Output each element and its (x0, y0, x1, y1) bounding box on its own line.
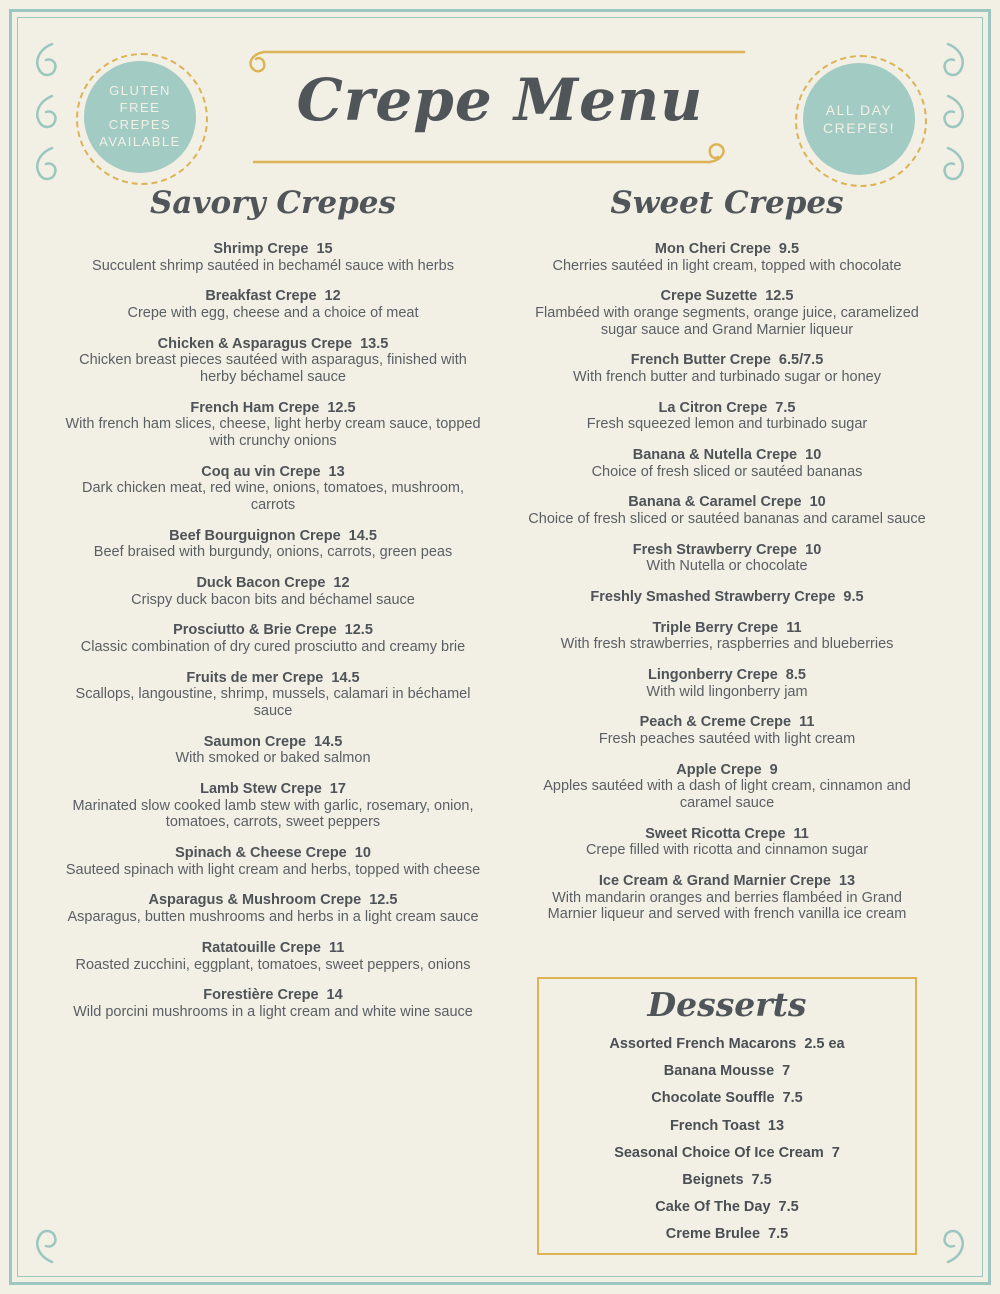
item-name: Prosciutto & Brie Crepe 12.5 (173, 622, 373, 639)
sweet-section (527, 185, 927, 937)
menu-item (62, 400, 484, 450)
item-description: Choice of fresh sliced or sautéed bananas and caramel sauce (528, 511, 926, 528)
item-description: Beef braised with burgundy, onions, carrots, green peas (93, 544, 453, 561)
dessert-item: French Toast 13 (669, 1117, 785, 1134)
desserts-section (537, 977, 917, 1255)
menu-item (527, 714, 927, 747)
dessert-item: Cake Of The Day 7.5 (655, 1199, 799, 1216)
item-price: 14.5 (348, 527, 377, 544)
savory-section (62, 185, 484, 1035)
item-name: Banana & Caramel Crepe 10 (628, 494, 826, 511)
item-price: 12.5 (765, 288, 794, 305)
menu-item (62, 241, 484, 274)
item-description: With fresh strawberries, raspberries and blueberries (560, 636, 894, 653)
item-name: Breakfast Crepe 12 (205, 288, 341, 305)
menu-item (62, 528, 484, 561)
item-price: 7 (831, 1144, 840, 1161)
item-price: 7 (782, 1063, 791, 1080)
item-price: 11 (793, 825, 809, 842)
item-description: Chicken breast pieces sautéed with asparagus, finished with herby béchamel sauce (79, 352, 467, 386)
item-name: Saumon Crepe 14.5 (203, 733, 343, 750)
item-price: 7.5 (768, 1226, 789, 1243)
item-price: 14.5 (314, 733, 343, 750)
menu-item (527, 288, 927, 338)
item-description: Cherries sautéed in light cream, topped with chocolate (552, 257, 902, 274)
item-name: Forestière Crepe 14 (203, 987, 343, 1004)
item-description: Asparagus, butten mushrooms and herbs in a light cream sauce (67, 909, 479, 926)
item-name: Mon Cheri Crepe 9.5 (654, 241, 800, 257)
item-name: Apple Crepe 9 (676, 761, 778, 778)
item-price: 6.5/7.5 (778, 352, 824, 369)
item-description: Choice of fresh sliced or sautéed bananas (591, 463, 863, 480)
item-price: 14.5 (331, 669, 360, 686)
menu-item (62, 336, 484, 386)
item-price: 12 (324, 288, 341, 305)
item-name: French Butter Crepe 6.5/7.5 (630, 352, 824, 369)
item-name: Fruits de mer Crepe 14.5 (186, 669, 360, 686)
badge-line: CREPES (108, 117, 172, 132)
dessert-item: Chocolate Souffle 7.5 (651, 1090, 803, 1107)
item-description: Crepe with egg, cheese and a choice of meat (127, 305, 419, 322)
corner-swirl-icon (934, 1210, 974, 1266)
item-price: 12.5 (344, 622, 373, 639)
item-price: 11 (786, 619, 802, 636)
item-price: 9 (769, 761, 778, 778)
dessert-item: Beignets 7.5 (682, 1171, 772, 1188)
item-description: Crispy duck bacon bits and béchamel sauce (131, 591, 415, 608)
item-name: Spinach & Cheese Crepe 10 (175, 845, 371, 862)
title-rule-bottom (252, 142, 742, 176)
item-price: 13 (767, 1117, 785, 1134)
item-name: Sweet Ricotta Crepe 11 (645, 825, 809, 842)
item-name: Beef Bourguignon Crepe 14.5 (169, 527, 377, 544)
menu-item (527, 589, 927, 606)
desserts-section-title: Desserts (647, 985, 807, 1024)
item-price: 10 (805, 541, 822, 558)
item-price: 9.5 (778, 241, 800, 257)
item-description: Flambéed with orange segments, orange juice, caramelized sugar sauce and Grand Marnier liqueur (535, 305, 919, 338)
item-price: 14 (326, 987, 343, 1004)
badge-line: GLUTEN (109, 83, 171, 99)
item-price: 12.5 (369, 892, 398, 909)
item-price: 2.5 ea (804, 1036, 845, 1052)
item-name: Banana & Nutella Crepe 10 (632, 447, 822, 464)
item-description: Fresh peaches sautéed with light cream (598, 731, 856, 748)
item-description: Apples sautéed with a dash of light cream, cinnamon and caramel sauce (543, 778, 911, 812)
item-price: 7.5 (782, 1090, 803, 1107)
item-price: 7.5 (778, 1199, 799, 1216)
item-name: Chicken & Asparagus Crepe 13.5 (157, 335, 389, 352)
item-price: 7.5 (751, 1171, 772, 1188)
menu-item (527, 542, 927, 575)
dessert-item: Assorted French Macarons 2.5 ea (609, 1036, 845, 1052)
item-price: 11 (799, 714, 815, 731)
menu-item (527, 241, 927, 274)
menu-item (527, 620, 927, 653)
item-name: Asparagus & Mushroom Crepe 12.5 (148, 892, 398, 909)
badge-line: AVAILABLE (99, 133, 181, 149)
menu-item (62, 734, 484, 767)
item-description: With mandarin oranges and berries flambéed in Grand Marnier liqueur and served with french vanilla ice cream (547, 889, 907, 923)
menu-item (527, 400, 927, 433)
item-description: With french butter and turbinado sugar or honey (573, 369, 881, 386)
item-price: 13 (328, 463, 345, 480)
dessert-item: Creme Brulee 7.5 (665, 1226, 789, 1243)
item-name: Coq au vin Crepe 13 (201, 463, 345, 480)
item-price: 10 (354, 845, 371, 862)
sweet-section-title: Sweet Crepes (610, 185, 844, 221)
item-description: With smoked or baked salmon (175, 750, 371, 767)
badge-line: ALL DAY (825, 101, 893, 118)
item-price: 17 (329, 781, 346, 798)
menu-item (527, 667, 927, 700)
item-name: Crepe Suzette 12.5 (660, 288, 794, 305)
menu-item (527, 826, 927, 859)
item-price: 12.5 (327, 399, 356, 416)
corner-swirl-icon (26, 1210, 66, 1266)
item-name: Peach & Creme Crepe 11 (639, 714, 815, 731)
desserts-items-list (539, 1036, 915, 1243)
menu-item (62, 781, 484, 831)
menu-item (62, 987, 484, 1020)
item-description: Fresh squeezed lemon and turbinado sugar (586, 416, 868, 433)
menu-item (62, 845, 484, 878)
badge-line: FREE (119, 100, 161, 116)
item-price: 7.5 (775, 399, 796, 416)
menu-item (527, 762, 927, 812)
gluten-free-badge (84, 61, 196, 173)
menu-item (527, 494, 927, 527)
item-name: Fresh Strawberry Crepe 10 (632, 541, 822, 558)
item-name: Shrimp Crepe 15 (213, 241, 333, 257)
menu-item (62, 622, 484, 655)
item-description: Sauteed spinach with light cream and herbs, topped with cheese (65, 861, 481, 878)
menu-item (62, 940, 484, 973)
menu-item (62, 575, 484, 608)
page-title: Crepe Menu (296, 66, 704, 134)
item-price: 9.5 (843, 589, 864, 606)
dessert-item: Seasonal Choice Of Ice Cream 7 (614, 1144, 840, 1161)
item-description: Wild porcini mushrooms in a light cream and white wine sauce (73, 1003, 473, 1020)
item-description: With wild lingonberry jam (646, 683, 808, 700)
item-name: Lingonberry Crepe 8.5 (648, 667, 806, 684)
menu-item (62, 464, 484, 514)
item-description: With french ham slices, cheese, light herby cream sauce, topped with crunchy onions (65, 416, 481, 450)
item-description: Succulent shrimp sautéed in bechamél sauce with herbs (92, 257, 454, 274)
menu-item (527, 352, 927, 385)
item-price: 8.5 (785, 667, 806, 684)
item-name: French Ham Crepe 12.5 (190, 399, 356, 416)
all-day-badge (803, 63, 915, 175)
item-price: 12 (333, 575, 350, 592)
item-name: La Citron Crepe 7.5 (658, 399, 796, 416)
item-price: 10 (805, 447, 822, 464)
item-price: 15 (316, 241, 333, 257)
menu-item (62, 670, 484, 720)
item-description: Classic combination of dry cured prosciutto and creamy brie (80, 639, 466, 656)
item-description: Roasted zucchini, eggplant, tomatoes, sweet peppers, onions (75, 956, 471, 973)
item-name: Lamb Stew Crepe 17 (200, 781, 346, 798)
item-name: Triple Berry Crepe 11 (652, 619, 802, 636)
item-description: Marinated slow cooked lamb stew with garlic, rosemary, onion, tomatoes, carrots, sweet peppers (72, 797, 474, 831)
sweet-items-list (527, 241, 927, 923)
dessert-item: Banana Mousse 7 (663, 1063, 791, 1080)
savory-items-list (62, 241, 484, 1021)
item-name: Ice Cream & Grand Marnier Crepe 13 (598, 873, 856, 890)
menu-item (527, 447, 927, 480)
item-name: Ratatouille Crepe 11 (201, 939, 345, 956)
item-price: 13.5 (360, 335, 389, 352)
menu-item (62, 288, 484, 321)
item-price: 13 (838, 873, 856, 890)
item-description: Dark chicken meat, red wine, onions, tomatoes, mushroom, carrots (82, 480, 464, 514)
item-price: 11 (328, 939, 345, 956)
item-price: 10 (809, 494, 826, 511)
item-description: Crepe filled with ricotta and cinnamon sugar (585, 842, 869, 859)
menu-item (62, 892, 484, 925)
menu-item (527, 873, 927, 923)
item-description: With Nutella or chocolate (646, 558, 808, 575)
item-name: Duck Bacon Crepe 12 (196, 575, 350, 592)
badge-line: CREPES! (823, 120, 895, 136)
savory-section-title: Savory Crepes (150, 185, 396, 221)
item-description: Scallops, langoustine, shrimp, mussels, calamari in béchamel sauce (75, 686, 471, 720)
item-name: Freshly Smashed Strawberry Crepe 9.5 (590, 589, 864, 606)
